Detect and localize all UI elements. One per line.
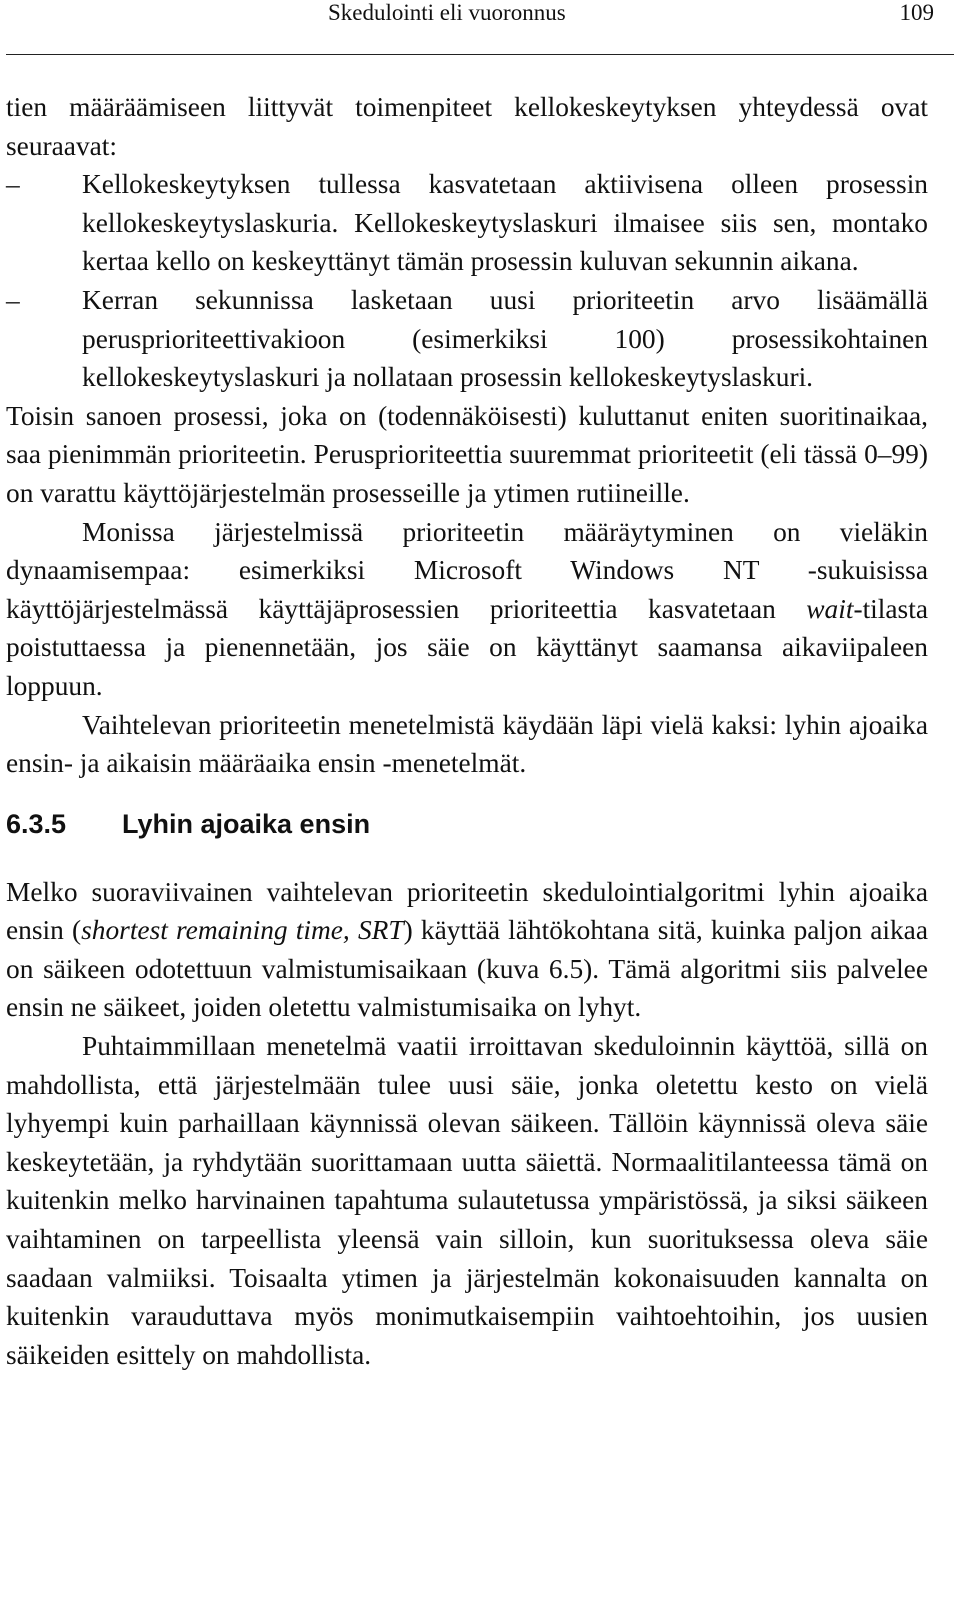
dash-list [6,165,928,397]
paragraph-3-emphasis: wait [806,593,854,624]
paragraph-5-text-b: ) käyttää lähtökohtana sitä, kuinka paljon aikaa on säikeen odotettuun valmistumisaikaan (kuva 6.5). Tämä algoritmi siis palvelee ensin ne säikeet, joiden oletettu valmistumisaika on lyhyt. [6,915,928,1023]
running-header-title: Skedulointi eli vuoronnus [328,0,566,25]
paragraph-5-emphasis: shortest remaining time, SRT [81,915,404,946]
paragraph-5-text-a: Melko suoraviivainen vaihtelevan prioriteetin skedulointialgoritmi lyhin ajoaika ensin ( [6,876,928,946]
paragraph-4: Vaihtelevan prioriteetin menetelmistä käydään läpi vielä kaksi: lyhin ajoaika ensin- ja aikaisin määräaika ensin -menetelmät. [6,709,928,779]
section-title: Lyhin ajoaika ensin [122,808,371,839]
list-item-text: Kellokeskeytyksen tullessa kasvatetaan aktiivisena olleen prosessin kellokeskeytyslaskuria. Kellokeskeytyslaskuri ilmaisee siis sen, montako kertaa kello on keskeyttänyt tämän prosessin kuluvan sekunnin aikana. [82,169,928,277]
body-text [6,88,928,1374]
paragraph-3-text-a: Monissa järjestelmissä prioriteetin määräytyminen on vieläkin dynaamisempaa: esimerkiksi Microsoft Windows NT -sukuisissa käyttöjärjestelmässä käyttäjäprosessien prioriteettia kasvatetaan [6,516,928,624]
paragraph-1: tien määräämiseen liittyvät toimenpiteet kellokeskeytyksen yhteydessä ovat seuraavat: [6,92,928,161]
list-item-text: Kerran sekunnissa lasketaan uusi prioriteetin arvo lisäämällä perusprioriteettivakioon (esimerkiksi 100) prosessikohtainen kellokeskeytyslaskuri ja nollataan prosessin kellokeskeytyslaskuri. [82,284,928,393]
paragraph-3 [6,513,928,706]
section-heading [6,805,928,843]
list-item [6,281,928,397]
section-number: 6.3.5 [6,808,67,839]
dash-marker: – [6,169,20,200]
paragraph-2: Toisin sanoen prosessi, joka on (todennäköisesti) kuluttanut eniten suoritinaikaa, saa pienimmän prioriteetin. Perusprioriteettia suuremmat prioriteetit (eli tässä 0–99) on varattu käyttöjärjestelmän prosesseille ja ytimen rutiineille. [6,400,928,508]
dash-marker: – [6,284,20,315]
paragraph-3-text-b: -tilasta poistuttaessa ja pienennetään, jos säie on käyttänyt saamansa aikaviipaleen loppuun. [6,593,928,701]
paragraph-6: Puhtaimmillaan menetelmä vaatii irroittavan skeduloinnin käyttöä, sillä on mahdollista, että järjestelmään tulee uusi säie, jonka oletettu kesto on vielä lyhyempi kuin parhaillaan käynnissä olevan säikeen. Tällöin käynnissä oleva säie keskeytetään, ja ryhdytään suorittamaan uutta säiettä. Normaalitilanteessa tämä on kuitenkin melko harvinainen tapahtuma sulautetussa ympäristössä, ja siksi säikeen vaihtaminen on tarpeellista yleensä vain silloin, kun suorituksessa oleva säie saadaan valmiiksi. Toisaalta ytimen ja järjestelmän kokonaisuuden kannalta on kuitenkin varauduttava myös monimutkaisempiin vaihtoehtoihin, jos uusien säikeiden esittely on mahdollista. [6,1031,928,1370]
running-header [6,0,954,30]
page-number: 109 [899,0,934,25]
paragraph-5 [6,873,928,1027]
list-item [6,165,928,281]
header-rule [6,54,954,55]
